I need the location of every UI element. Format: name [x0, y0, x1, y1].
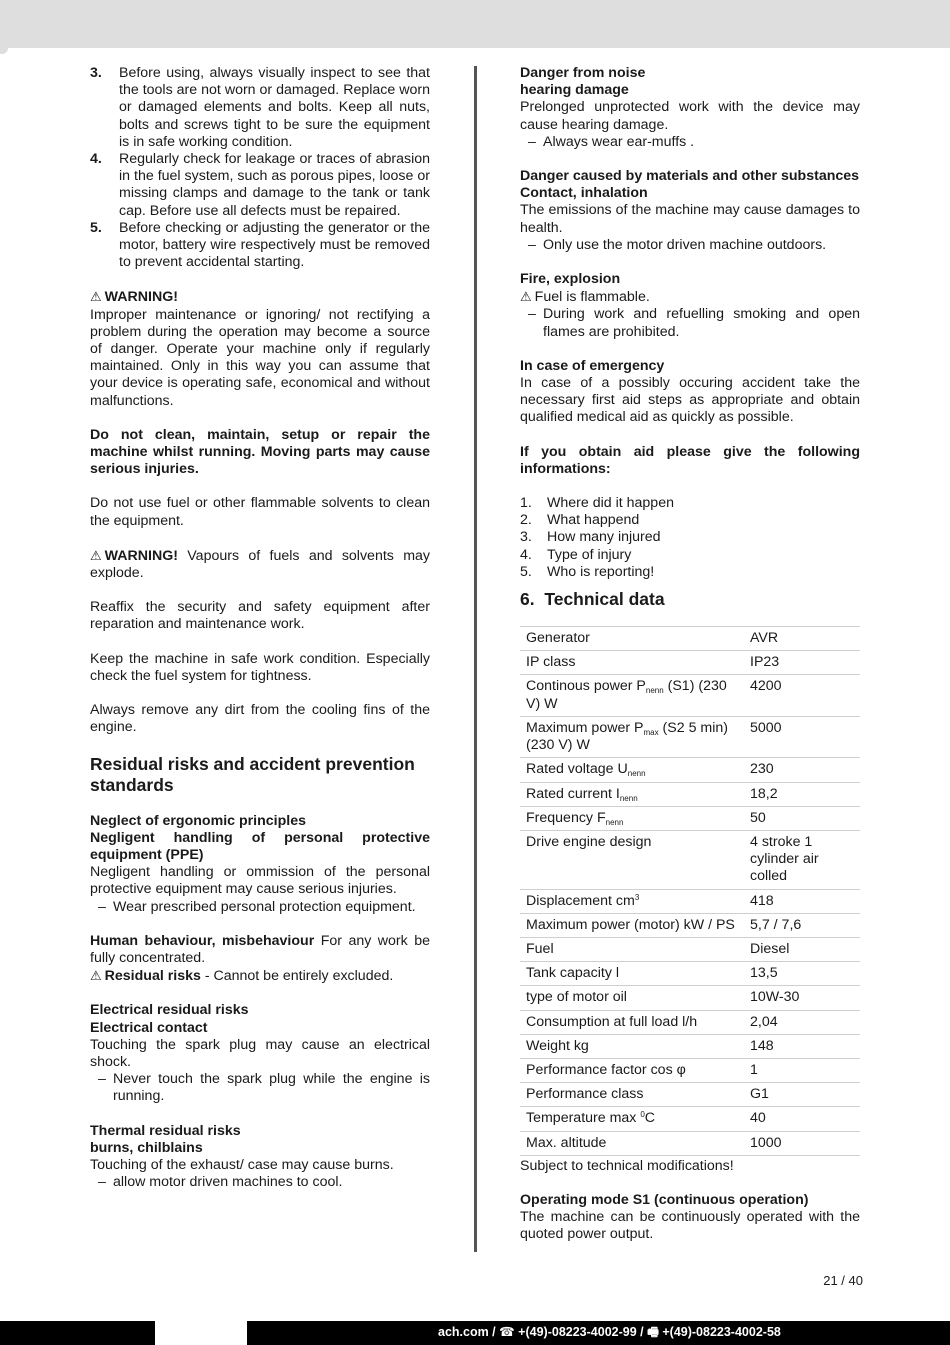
electrical-dash-item: – Never touch the spark plug while the engine is running. — [98, 1071, 430, 1105]
spec-value: 148 — [744, 1034, 860, 1058]
aid-heading: If you obtain aid please give the following informations: — [520, 443, 860, 477]
burns-heading: burns, chilblains — [90, 1139, 203, 1156]
fuel-notice: Do not use fuel or other flammable solvents to clean the equipment. — [90, 495, 430, 529]
technical-data-heading: 6. Technical data — [520, 589, 665, 610]
noise-heading: Danger from noise — [520, 65, 646, 81]
table-row — [520, 962, 860, 986]
fire-heading: Fire, explosion — [520, 271, 621, 288]
table-row — [520, 986, 860, 1010]
electrical-text: Touching the spark plug may cause an electrical shock. — [90, 1036, 430, 1070]
aid-list — [520, 495, 860, 581]
table-row — [520, 1083, 860, 1107]
warning-triangle-icon: ⚠ — [520, 289, 532, 305]
spec-value: 10W-30 — [744, 986, 860, 1010]
header-band — [0, 0, 950, 48]
spec-label: Generator — [520, 627, 744, 651]
table-row — [520, 1131, 860, 1155]
table-row — [520, 782, 860, 806]
table-row — [520, 913, 860, 937]
ppe-text: Negligent handling or ommission of the personal protective equipment may cause serious injuries. — [90, 864, 430, 898]
spec-value: 4200 — [744, 675, 860, 716]
list-item: 2. What happend — [520, 512, 640, 529]
noise-dash-item: – Always wear ear-muffs . — [528, 133, 695, 150]
spec-value: 4 stroke 1 cylinder air colled — [744, 830, 860, 889]
maintenance-list — [90, 65, 430, 271]
human-behaviour-text: Human behaviour, misbehaviour For any work be fully concentrated. — [90, 932, 430, 966]
spec-label: Max. altitude — [520, 1131, 744, 1155]
list-item: 4. Type of injury — [520, 546, 632, 563]
column-divider — [474, 66, 477, 1252]
inhalation-heading: Contact, inhalation — [520, 185, 648, 202]
spec-value: AVR — [744, 627, 860, 651]
operating-mode-heading: Operating mode S1 (continuous operation) — [520, 1191, 809, 1208]
materials-dash-item: – Only use the motor driven machine outdoors. — [528, 236, 827, 253]
table-row — [520, 651, 860, 675]
warning-triangle-icon: ⚠ — [90, 289, 102, 305]
spec-label: Drive engine design — [520, 830, 744, 889]
spec-label: Temperature max $^0$C — [520, 1107, 744, 1131]
left-column — [90, 65, 430, 1191]
spec-label: Performance class — [520, 1083, 744, 1107]
footer-white-block — [155, 1321, 247, 1345]
running-notice: Do not clean, maintain, setup or repair the machine whilst running. Moving parts may cause serious injuries. — [90, 426, 430, 478]
spec-label: Frequency $F_{nenn}$ — [520, 806, 744, 830]
spec-value: 230 — [744, 758, 860, 782]
residual-risks-heading: Residual risks and accident prevention standards — [90, 753, 415, 795]
table-row — [520, 1058, 860, 1082]
list-item: 4. Regularly check for leakage or traces of abrasion in the fuel system, such as porous pipes, loose or missing clamps and damage to the tank or tank cap. Before use all defects must be repaired. — [90, 151, 430, 219]
ergonomic-heading: Neglect of ergonomic principles — [90, 812, 307, 829]
spec-label: Consumption at full load l/h — [520, 1010, 744, 1034]
spec-label: Performance factor cos φ — [520, 1058, 744, 1082]
emergency-text: In case of a possibly occuring accident take the necessary first aid steps as appropriate and obtain qualified medical aid as quickly as possible. — [520, 375, 860, 426]
spec-value: 5,7 / 7,6 — [744, 913, 860, 937]
technical-data-table — [520, 626, 860, 1156]
spec-value: 2,04 — [744, 1010, 860, 1034]
list-item-text: Before checking or adjusting the generator or the motor, battery wire respectively must be removed to prevent accidental starting. — [119, 219, 430, 271]
list-item: 3. How many injured — [520, 529, 661, 546]
table-row — [520, 1107, 860, 1131]
vapour-warning: ⚠ WARNING! Vapours of fuels and solvents may explode. — [90, 547, 430, 582]
fire-text: ⚠ Fuel is flammable. — [520, 289, 650, 306]
spec-label: Rated current $I_{nenn}$ — [520, 782, 744, 806]
spec-label: Rated voltage $U_{nenn}$ — [520, 758, 744, 782]
spec-value: Diesel — [744, 937, 860, 961]
table-row — [520, 627, 860, 651]
list-item: 1. Where did it happen — [520, 495, 674, 512]
spec-label: type of motor oil — [520, 986, 744, 1010]
thermal-heading: Thermal residual risks — [90, 1122, 241, 1139]
spec-value: 13,5 — [744, 962, 860, 986]
electrical-contact-heading: Electrical contact — [90, 1019, 208, 1036]
table-row — [520, 1010, 860, 1034]
spec-value: G1 — [744, 1083, 860, 1107]
table-row — [520, 1034, 860, 1058]
spec-value: 1000 — [744, 1131, 860, 1155]
list-item: 5. Who is reporting! — [520, 563, 655, 580]
spec-value: 40 — [744, 1107, 860, 1131]
spec-label: Maximum power (motor) kW / PS — [520, 913, 744, 937]
footer-contact: ach.com / ☎ +(49)-08223-4002-99 / 🖷 +(49)-08223-4002-58 — [438, 1325, 781, 1339]
warning-text: Improper maintenance or ignoring/ not rectifying a problem during the operation may become a source of danger. Operate your machine only if regularly maintained. Only in this way you can assume that your device is operating safe, economical and without malfunctions. — [90, 306, 430, 409]
warning-triangle-icon: ⚠ — [90, 547, 102, 563]
list-item-text: Before using, always visually inspect to see that the tools are not worn or damaged. Replace worn or damaged elements and bolts. Keep all nuts, bolts and screws tight to be sure the equipment is in safe working condition. — [119, 65, 430, 150]
table-row — [520, 675, 860, 716]
ppe-heading: Negligent handling of personal protective equipment (PPE) — [90, 829, 430, 863]
warning-triangle-icon: ⚠ — [90, 968, 102, 984]
table-row — [520, 830, 860, 889]
thermal-dash-item: – allow motor driven machines to cool. — [98, 1174, 343, 1191]
keep-safe-text: Keep the machine in safe work condition. Especially check the fuel system for tightness. — [90, 650, 430, 684]
spec-value: 50 — [744, 806, 860, 830]
spec-value: IP23 — [744, 651, 860, 675]
spec-value: 5000 — [744, 716, 860, 757]
fire-dash-item: – During work and refuelling smoking and open flames are prohibited. — [528, 306, 860, 340]
spec-value: 1 — [744, 1058, 860, 1082]
spec-label: Displacement $cm^3$ — [520, 889, 744, 913]
spec-label: Weight kg — [520, 1034, 744, 1058]
warning-heading: ⚠ WARNING! — [90, 289, 178, 306]
subject-note: Subject to technical modifications! — [520, 1157, 734, 1174]
spec-label: Continous power $P_{nenn}$ (S1) (230 V) W — [520, 675, 744, 716]
residual-risks-note: ⚠ Residual risks - Cannot be entirely excluded. — [90, 968, 394, 985]
spec-label: Fuel — [520, 937, 744, 961]
hearing-heading: hearing damage — [520, 82, 629, 99]
thermal-text: Touching of the exhaust/ case may cause burns. — [90, 1156, 394, 1173]
table-row — [520, 937, 860, 961]
materials-heading: Danger caused by materials and other substances — [520, 168, 860, 185]
operating-mode-text: The machine can be continuously operated with the quoted power output. — [520, 1209, 860, 1243]
noise-text: Prelonged unprotected work with the device may cause hearing damage. — [520, 99, 860, 133]
table-row — [520, 889, 860, 913]
spec-label: Maximum power $P_{max}$ (S2 5 min) (230 V) W — [520, 716, 744, 757]
table-row — [520, 806, 860, 830]
list-item: 3. Before using, always visually inspect to see that the tools are not worn or damaged. Replace worn or damaged elements and bolts. Keep all nuts, bolts and screws tight to be sure the equipment is in safe working condition. — [90, 65, 430, 150]
list-item: 5. Before checking or adjusting the generator or the motor, battery wire respectively must be removed to prevent accidental starting. — [90, 219, 430, 271]
reaffix-text: Reaffix the security and safety equipment after reparation and maintenance work. — [90, 599, 430, 633]
emergency-heading: In case of emergency — [520, 357, 665, 374]
spec-label: IP class — [520, 651, 744, 675]
materials-text: The emissions of the machine may cause damages to health. — [520, 202, 860, 236]
right-column — [520, 65, 860, 1244]
spec-value: 418 — [744, 889, 860, 913]
list-item-text: Regularly check for leakage or traces of abrasion in the fuel system, such as porous pipes, loose or missing clamps and damage to the tank or tank cap. Before use all defects must be repaired. — [119, 151, 430, 219]
page-number: 21 / 40 — [823, 1273, 863, 1288]
table-row — [520, 758, 860, 782]
header-band-notch — [0, 48, 8, 54]
electrical-heading: Electrical residual risks — [90, 1002, 249, 1019]
spec-label: Tank capacity l — [520, 962, 744, 986]
spec-value: 18,2 — [744, 782, 860, 806]
remove-dirt-text: Always remove any dirt from the cooling fins of the engine. — [90, 702, 430, 736]
ppe-dash-item: – Wear prescribed personal protection equipment. — [98, 898, 416, 915]
table-row — [520, 716, 860, 757]
